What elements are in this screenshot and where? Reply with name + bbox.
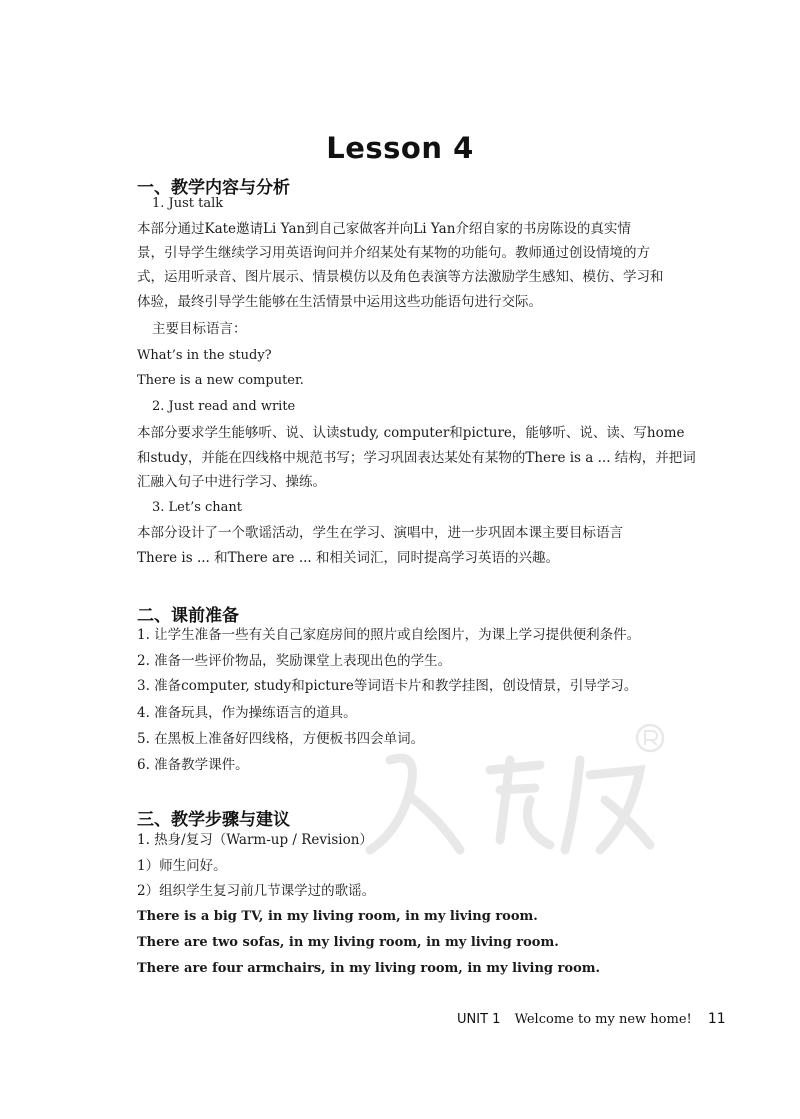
list-item: 3. 准备computer, study和picture等词语卡片和教学挂图，创设情景，引导学习。 [137,678,638,694]
step-line: 1. 热身/复习（Warm-up / Revision） [137,832,373,848]
section-heading-preparation: 二、课前准备 [137,606,239,626]
subheading-just-talk: 1. Just talk [152,196,224,211]
list-item: 4. 准备玩具，作为操练语言的道具。 [137,705,357,721]
subheading-read-and-write: 2. Just read and write [152,399,296,414]
paragraph-line: 景，引导学生继续学习用英语询问并介绍某处有某物的功能句。教师通过创设情境的方 [137,245,650,261]
section-heading-content-analysis: 一、教学内容与分析 [137,178,290,198]
paragraph-line: There is ... 和There are ... 和相关词汇，同时提高学习英语的兴趣。 [137,550,559,566]
subheading-lets-chant: 3. Let’s chant [152,500,243,515]
list-item: 1. 让学生准备一些有关自己家庭房间的照片或自绘图片，为课上学习提供便利条件。 [137,627,641,643]
target-sentence: There is a new computer. [137,373,304,388]
list-item: 5. 在黑板上准备好四线格，方便板书四会单词。 [137,731,425,747]
paragraph-line: 式，运用听录音、图片展示、情景模仿以及角色表演等方法激励学生感知、模仿、学习和 [137,269,664,285]
target-sentence: What’s in the study? [137,348,272,363]
chant-line: There is a big TV, in my living room, in my living room. [137,909,538,924]
paragraph-line: 本部分要求学生能够听、说、认读study, computer和picture，能够听、说、读、写home [137,425,685,441]
section-heading-teaching-steps: 三、教学步骤与建议 [137,810,290,830]
step-line: 2）组织学生复习前几节课学过的歌谣。 [137,883,376,899]
list-item: 2. 准备一些评价物品，奖励课堂上表现出色的学生。 [137,653,452,669]
step-line: 1）师生问好。 [137,858,227,874]
paragraph-line: 本部分通过Kate邀请Li Yan到自己家做客并向Li Yan介绍自家的书房陈设的真实情 [137,221,631,237]
paragraph-line: 汇融入句子中进行学习、操练。 [137,474,326,490]
footer-caption: Welcome to my new home! [514,1012,692,1027]
page-footer [457,1011,726,1027]
chant-line: There are two sofas, in my living room, in my living room. [137,935,559,950]
paragraph-line: 和study，并能在四线格中规范书写；学习巩固表达某处有某物的There is a ... 结构，并把词 [137,450,696,466]
list-item: 6. 准备教学课件。 [137,757,249,773]
paragraph-line: 本部分设计了一个歌谣活动，学生在学习、演唱中，进一步巩固本课主要目标语言 [137,525,623,541]
lesson-title: Lesson 4 [326,131,474,165]
chant-line: There are four armchairs, in my living room, in my living room. [137,961,601,976]
target-language-label: 主要目标语言： [152,321,247,337]
page-number: 11 [707,1011,726,1027]
footer-unit: UNIT 1 [457,1012,501,1027]
paragraph-line: 体验，最终引导学生能够在生活情景中运用这些功能语句进行交际。 [137,294,542,310]
